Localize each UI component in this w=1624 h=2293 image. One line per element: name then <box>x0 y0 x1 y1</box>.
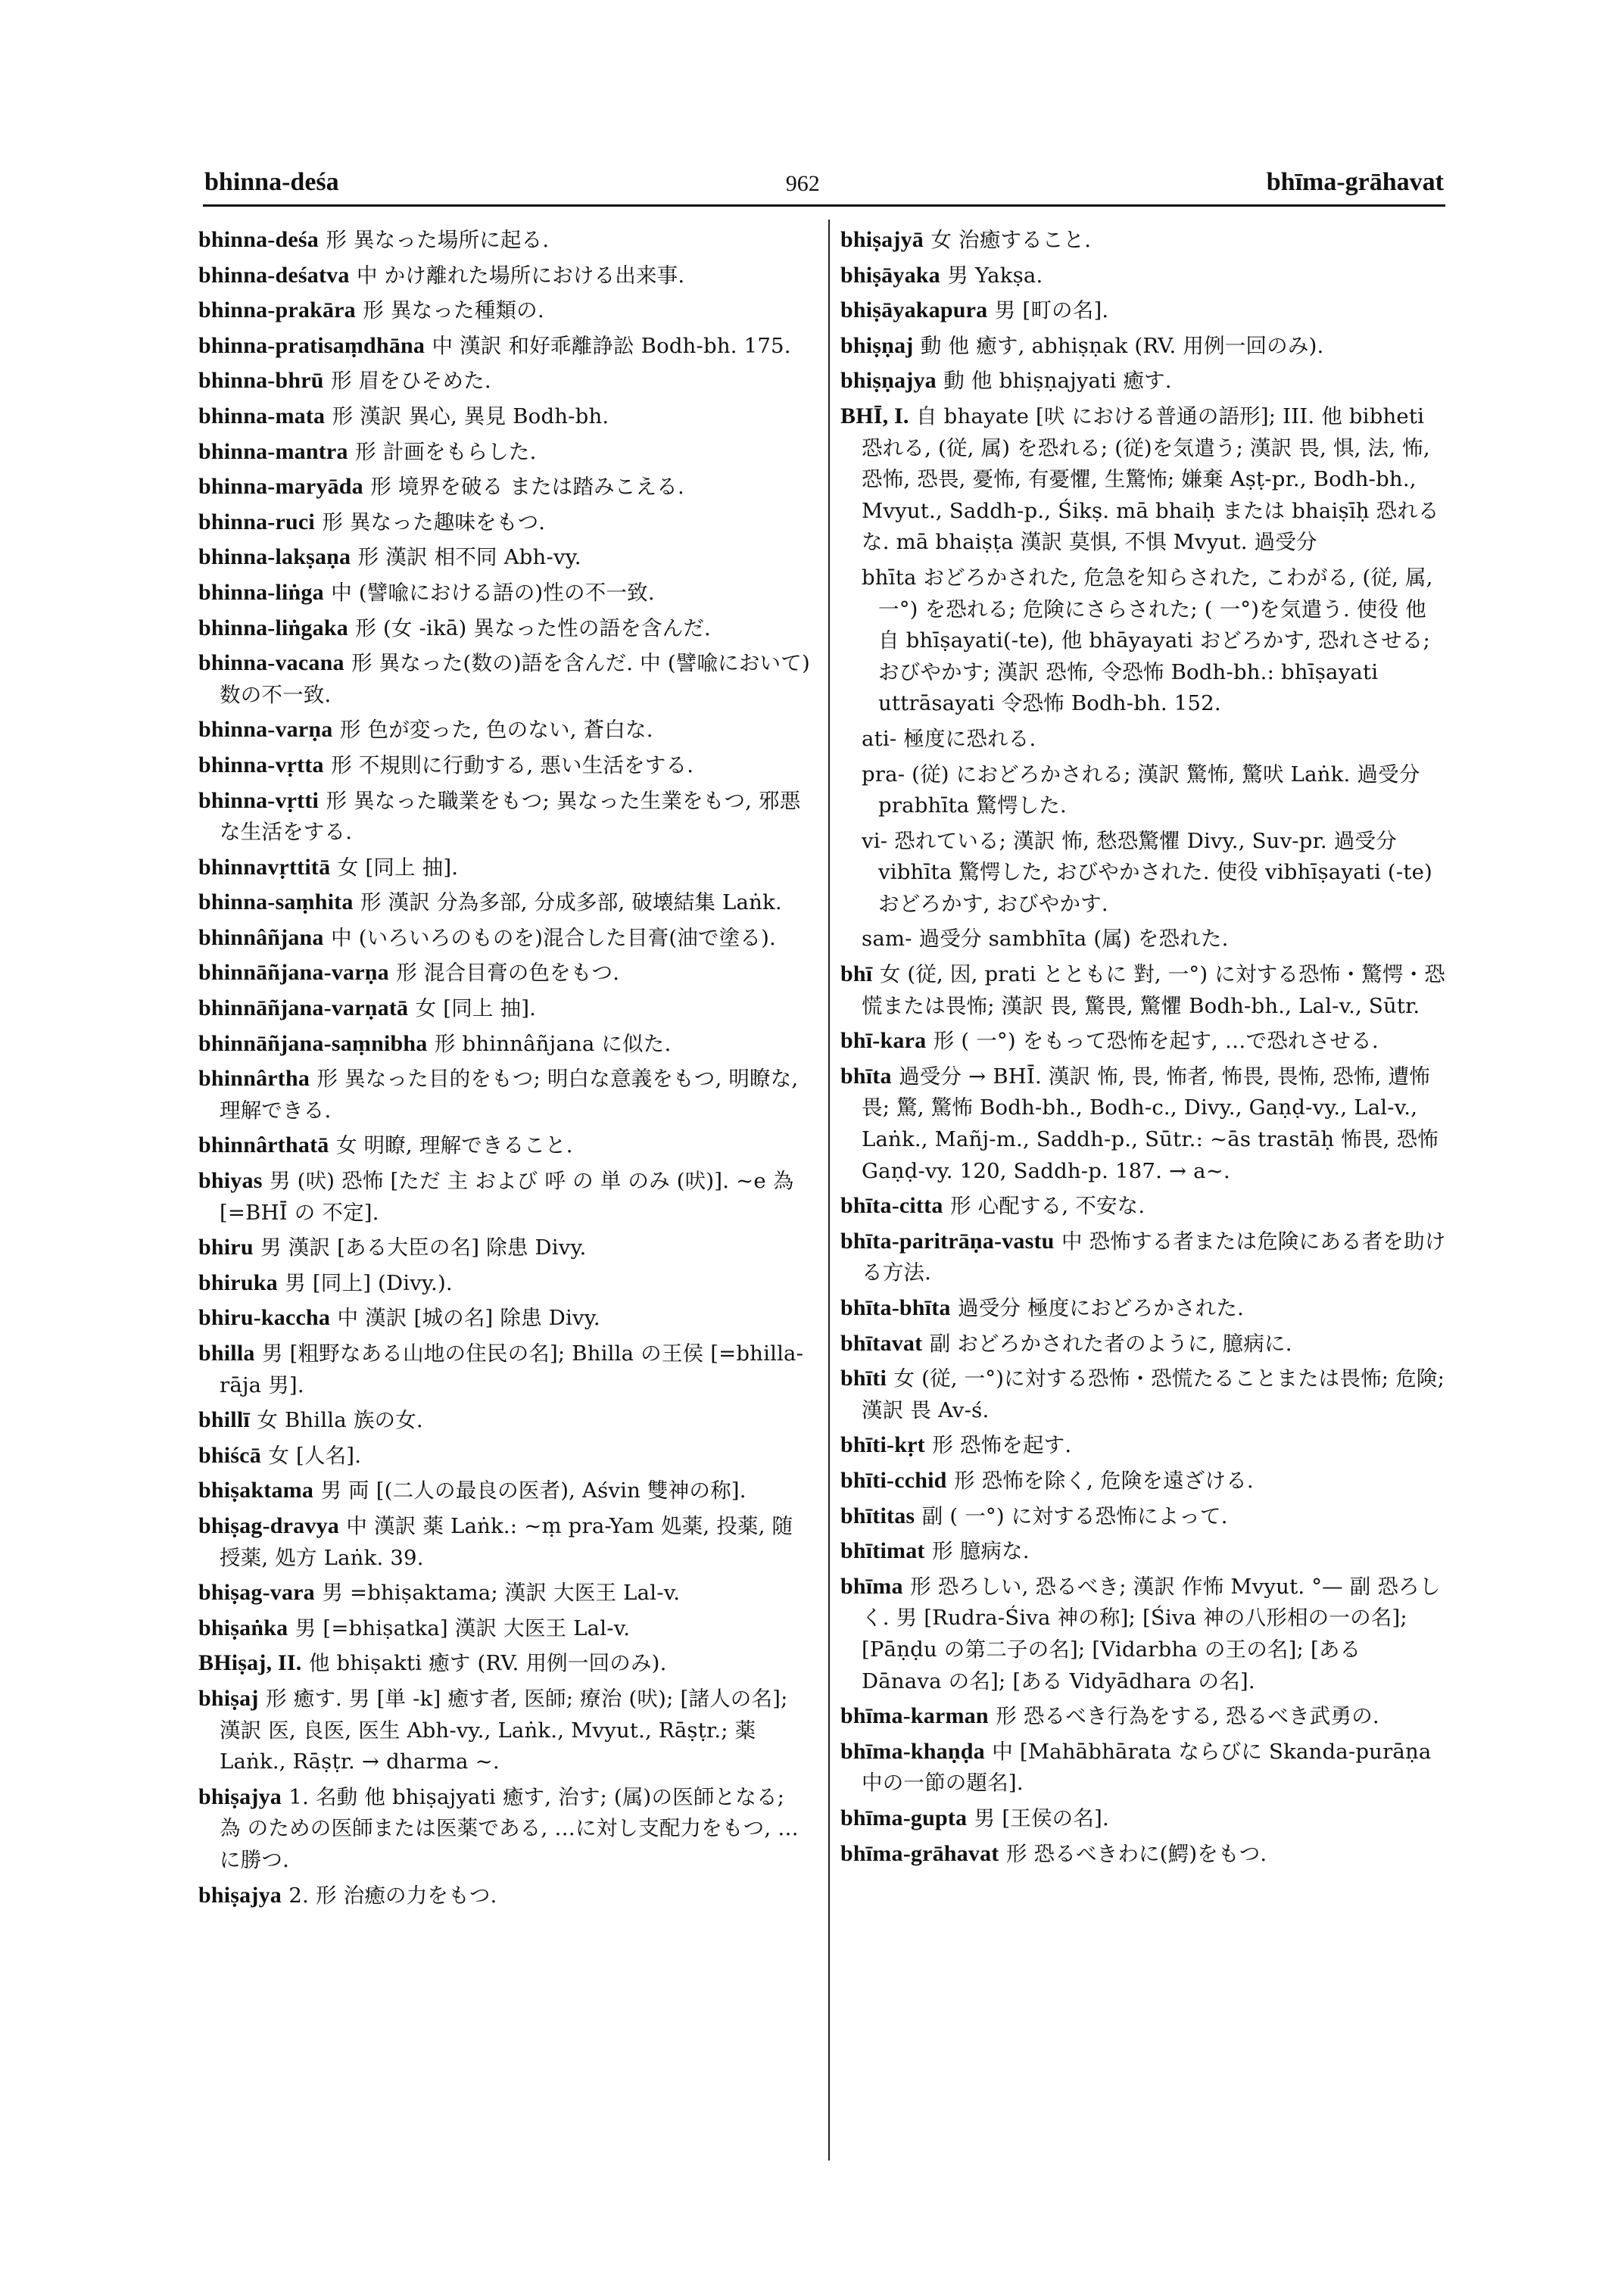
header-rule <box>203 204 1445 207</box>
entry-headword: bhīma-khaṇḍa <box>840 1738 985 1764</box>
entry-headword: bhī-kara <box>840 1028 927 1054</box>
dictionary-entry <box>198 1612 812 1644</box>
dictionary-entry <box>198 1232 812 1263</box>
dictionary-entry <box>198 1302 812 1334</box>
entry-headword: bhīma <box>840 1573 903 1599</box>
entry-headword: bhiṣajya <box>198 1784 282 1809</box>
entry-definition: pra- (従) におどろかされる; 漢訳 驚怖, 驚吠 Laṅk. 過受分 prabhīta 驚愕した. <box>862 762 1420 818</box>
entry-headword: bhinnāñjana-saṃnibha <box>198 1030 428 1056</box>
entry-headword: bhilla <box>198 1341 255 1366</box>
entry-definition: 女 [同上 抽]. <box>415 996 537 1021</box>
entry-headword: bhillī <box>198 1407 250 1433</box>
column-divider <box>828 220 830 2161</box>
dictionary-entry <box>840 1328 1446 1360</box>
entry-headword: bhiṣaṅka <box>198 1615 288 1640</box>
entry-headword: bhinna-ruci <box>198 509 315 534</box>
entry-definition: 形 恐ろしい, 恐るべき; 漢訳 作怖 Mvyut. °— 副 恐ろしく. 男 [Rudra-Śiva 神の称]; [Śiva 神の八形相の一の名]; [Pāṇḍu の第二子の名]; [Vidarbha の王の名]; [ある Dānava の名]; [ある Vidyādhara の名]. <box>862 1574 1441 1693</box>
entry-headword: bhiru-kaccha <box>198 1305 331 1331</box>
entry-headword: bhīma-grāhavat <box>840 1840 999 1866</box>
entry-definition: 形 異なった趣味をもつ. <box>322 509 546 534</box>
dictionary-entry <box>840 400 1446 558</box>
entry-definition: 中 [Mahābhārata ならびに Skanda-purāṇa 中の一節の題名]. <box>862 1739 1432 1796</box>
entry-definition: 中 恐怖する者または危険にある者を助ける方法. <box>862 1229 1446 1285</box>
entry-headword: BHiṣaj, II. <box>198 1650 302 1676</box>
entry-headword: bhiṣṇaj <box>840 332 914 358</box>
entry-definition: vi- 恐れている; 漢訳 怖, 愁恐驚懼 Divy., Suv-pr. 過受分 vibhīta 驚愕した, おびやかされた. 使役 vibhīṣayati (-te) おどろかす, おびやかす. <box>862 828 1432 916</box>
entry-definition: ati- 極度に恐れる. <box>862 726 1036 751</box>
dictionary-entry <box>840 1838 1446 1870</box>
entry-headword: bhītitas <box>840 1503 915 1528</box>
dictionary-entry <box>198 260 812 291</box>
entry-headword: bhītimat <box>840 1538 925 1564</box>
entry-definition: 形 混合目膏の色をもつ. <box>396 961 620 986</box>
dictionary-entry <box>840 1363 1446 1425</box>
dictionary-entry <box>198 1781 812 1876</box>
entry-headword: bhītavat <box>840 1330 923 1356</box>
entry-definition: 形 異なった種類の. <box>363 298 544 323</box>
dictionary-entry <box>198 886 812 918</box>
dictionary-entry <box>198 294 812 326</box>
entry-headword: bhiścā <box>198 1442 261 1468</box>
entry-headword: bhiṣāyakapura <box>840 298 988 323</box>
entry-definition: 形 漢訳 分為多部, 分成多部, 破壊結集 Laṅk. <box>360 890 782 915</box>
entry-headword: bhiṣag-vara <box>198 1580 315 1606</box>
entry-definition: 男 両 [(二人の最良の医者), Aśvin 雙神の称]. <box>320 1478 747 1503</box>
entry-headword: bhīti-cchid <box>840 1467 947 1493</box>
entry-definition: 中 (いろいろのものを)混合した目膏(油で塗る). <box>331 925 776 950</box>
dictionary-entry <box>840 1571 1446 1696</box>
entry-headword: bhinnāñjana-varṇa <box>198 960 389 986</box>
entry-definition: 自 bhayate [吠 における普通の語形]; III. 他 bibheti 恐れる, (従, 属) を恐れる; (従)を気遣う; 漢訳 畏, 惧, 法, 怖, 恐怖, 恐畏, 憂怖, 有憂懼, 生驚怖; 嫌棄 Aṣṭ-pr., Bodh-bh., Mvyut., Saddh-p., Śikṣ. mā bhaiḥ または bhaiṣīḥ 恐れるな. mā bhaiṣṭa 漢訳 莫惧, 不惧 Mvyut. 過受分 <box>862 403 1439 555</box>
entry-definition: 男 [粗野なある山地の住民の名]; Bhilla の王侯 [=bhilla-rāja 男]. <box>220 1341 804 1397</box>
entry-definition: 女 [人名]. <box>268 1443 362 1468</box>
entry-definition: 女 (従, 一°)に対する恐怖・恐慌たることまたは畏怖; 危険; 漢訳 畏 Av-ś. <box>862 1366 1445 1422</box>
entry-definition: 動 他 bhiṣṇajyati 癒す. <box>943 369 1172 394</box>
entry-definition: 形 異なった職業をもつ; 異なった生業をもつ, 邪悪な生活をする. <box>220 788 801 845</box>
dictionary-entry <box>198 852 812 883</box>
entry-definition: 女 治癒すること. <box>930 228 1092 252</box>
entry-definition: 過受分 極度におどろかされた. <box>958 1296 1244 1320</box>
entry-headword: bhinna-vṛtti <box>198 787 320 813</box>
entry-headword: bhiṣaj <box>198 1685 259 1711</box>
left-column <box>198 224 812 2172</box>
dictionary-entry <box>840 1465 1446 1497</box>
dictionary-entry <box>198 1683 812 1777</box>
entry-definition: 副 おどろかされた者のように, 臆病に. <box>929 1331 1292 1356</box>
dictionary-entry <box>198 224 812 256</box>
entry-definition: 男 漢訳 [ある大臣の名] 除患 Divy. <box>260 1235 587 1260</box>
entry-definition: 1. 名動 他 bhiṣajyati 癒す, 治す; (属)の医師となる; 為 のための医師または医薬である, …に対し支配力をもつ, …に勝つ. <box>220 1784 799 1872</box>
entry-headword: bhiṣāyaka <box>840 262 940 288</box>
entry-headword: bhiṣajyā <box>840 227 924 252</box>
entry-definition: 他 bhiṣakti 癒す (RV. 用例一回のみ). <box>308 1651 667 1676</box>
dictionary-entry <box>198 1028 812 1060</box>
entry-headword: bhinna-lakṣaṇa <box>198 544 351 570</box>
dictionary-entry <box>840 330 1446 362</box>
entry-definition: 形 恐怖を除く, 危険を遠ざける. <box>953 1468 1254 1493</box>
dictionary-entry <box>198 471 812 503</box>
entry-definition: 男 [町の名]. <box>994 298 1109 323</box>
entry-definition: 中 (譬喩における語の)性の不一致. <box>331 580 655 605</box>
entry-headword: bhīta-bhīta <box>840 1295 951 1320</box>
dictionary-entry <box>198 1129 812 1161</box>
dictionary-entry <box>198 1267 812 1299</box>
entry-definition: 男 [=bhiṣatka] 漢訳 大医王 Lal-v. <box>295 1615 631 1640</box>
entry-definition: 形 恐るべきわに(鰐)をもつ. <box>1005 1841 1267 1866</box>
entry-definition: 形 計画をもらした. <box>355 439 537 464</box>
subentry <box>840 825 1446 920</box>
dictionary-entry <box>198 1475 812 1506</box>
entry-definition: 形 癒す. 男 [単 -k] 癒す者, 医師; 療治 (吠); [諸人の名]; 漢訳 医, 良医, 医生 Abh-vy., Laṅk., Mvyut., Rāṣṭr.; 薬 Laṅk., Rāṣṭr. → dharma ~. <box>220 1686 788 1774</box>
header-left-headword: bhinna-deśa <box>204 168 339 196</box>
dictionary-entry <box>198 400 812 432</box>
entry-definition: 形 漢訳 異心, 異見 Bodh-bh. <box>332 403 609 428</box>
entry-definition: 中 漢訳 薬 Laṅk.: ~ṃ pra-Yam 処薬, 投薬, 随授薬, 処方 Laṅk. 39. <box>220 1513 793 1570</box>
entry-headword: bhiru <box>198 1235 254 1260</box>
entry-definition: 形 色が変った, 色のない, 蒼白な. <box>339 718 653 743</box>
dictionary-entry <box>198 1880 812 1911</box>
entry-headword: bhinna-maryāda <box>198 474 363 500</box>
entry-definition: 形 異なった目的をもつ; 明白な意義をもつ, 明瞭な, 理解できる. <box>220 1067 799 1123</box>
dictionary-entry <box>198 330 812 362</box>
dictionary-entry <box>198 992 812 1024</box>
entry-headword: bhinnârtha <box>198 1066 310 1092</box>
entry-definition: 中 漢訳 [城の名] 除患 Divy. <box>337 1306 600 1331</box>
entry-headword: bhinnârthatā <box>198 1132 329 1158</box>
entry-definition: 形 異なった場所に起る. <box>326 228 550 252</box>
entry-headword: bhiṣaktama <box>198 1478 314 1503</box>
dictionary-entry <box>198 577 812 609</box>
entry-headword: bhiṣajya <box>198 1882 282 1908</box>
dictionary-entry <box>198 506 812 538</box>
entry-definition: 形 異なった(数の)語を含んだ. 中 (譬喩において)数の不一致. <box>220 651 810 707</box>
entry-headword: bhinna-bhrū <box>198 368 324 394</box>
dictionary-entry <box>840 260 1446 291</box>
dictionary-entry <box>840 224 1446 256</box>
dictionary-entry <box>198 1647 812 1679</box>
dictionary-entry <box>198 612 812 644</box>
entry-headword: bhinna-vacana <box>198 650 344 676</box>
dictionary-entry <box>840 1736 1446 1799</box>
entry-headword: bhīta-citta <box>840 1193 943 1219</box>
dictionary-entry <box>198 749 812 781</box>
header-right-headword: bhīma-grāhavat <box>1266 168 1444 196</box>
entry-definition: 形 恐怖を起す. <box>932 1433 1072 1458</box>
entry-definition: 形 ( 一°) をもって恐怖を起す, …で恐れさせる. <box>933 1029 1379 1054</box>
entry-definition: 形 臆病な. <box>932 1539 1030 1564</box>
entry-headword: bhinnavṛttitā <box>198 854 331 880</box>
entry-headword: bhīma-karman <box>840 1703 989 1729</box>
dictionary-entry <box>840 1429 1446 1461</box>
dictionary-entry <box>198 1338 812 1400</box>
entry-definition: 男 (吠) 恐怖 [ただ 主 および 呼 の 単 のみ (吠)]. ~e 為 [=BHĪ の 不定]. <box>220 1169 794 1225</box>
entry-definition: 女 Bhilla 族の女. <box>257 1408 423 1433</box>
dictionary-entry <box>840 1226 1446 1288</box>
subentry <box>840 562 1446 719</box>
entry-definition: 形 心配する, 不安な. <box>949 1194 1146 1219</box>
dictionary-entry <box>840 1535 1446 1567</box>
dictionary-entry <box>840 1700 1446 1732</box>
entry-definition: 男 Yakṣa. <box>947 263 1043 288</box>
entry-definition: bhīta おどろかされた, 危急を知らされた, こわがる, (従, 属, 一°) を恐れる; 危険にさらされた; ( 一°)を気遣う. 使役 他 自 bhīṣayati(-te), 他 bhāyayati おどろかす, 恐れさせる; おびやかす; 漢訳 恐怖, 令恐怖 Bodh-bh.: bhīṣayati uttrāsayati 令恐怖 Bodh-bh. 152. <box>862 565 1433 716</box>
subentry <box>840 759 1446 821</box>
entry-headword: bhinna-liṅga <box>198 579 324 605</box>
entry-headword: bhinna-varṇa <box>198 717 333 743</box>
dictionary-entry <box>198 365 812 397</box>
dictionary-entry <box>198 1404 812 1436</box>
dictionary-entry <box>198 922 812 954</box>
dictionary-entry <box>840 958 1446 1021</box>
dictionary-entry <box>198 1063 812 1126</box>
running-header <box>204 151 1444 197</box>
subentry <box>840 923 1446 955</box>
entry-definition: 形 境界を破る または踏みこえる. <box>370 475 684 500</box>
entry-headword: bhinna-saṃhita <box>198 889 354 915</box>
entry-headword: bhīti-kṛt <box>840 1432 925 1458</box>
entry-definition: 形 bhinnâñjana に似た. <box>434 1031 672 1056</box>
entry-headword: bhīta <box>840 1063 892 1089</box>
entry-headword: bhinna-pratisaṃdhāna <box>198 332 425 358</box>
dictionary-entry <box>840 365 1446 397</box>
entry-definition: 形 不規則に行動する, 悪い生活をする. <box>331 752 694 777</box>
dictionary-entry <box>198 1165 812 1228</box>
entry-definition: 男 =bhiṣaktama; 漢訳 大医王 Lal-v. <box>322 1581 681 1606</box>
entry-headword: BHĪ, I. <box>840 403 909 428</box>
dictionary-entry <box>198 1577 812 1609</box>
dictionary-entry <box>198 1510 812 1573</box>
subentry <box>840 723 1446 755</box>
entry-headword: bhinna-liṅgaka <box>198 615 348 640</box>
entry-headword: bhiyas <box>198 1168 263 1194</box>
entry-headword: bhiruka <box>198 1270 278 1295</box>
entry-headword: bhiṣṇajya <box>840 368 937 394</box>
entry-headword: bhinnāñjana-varṇatā <box>198 995 409 1021</box>
entry-definition: 形 漢訳 相不同 Abh-vy. <box>357 545 581 570</box>
entry-headword: bhinna-vṛtta <box>198 752 324 777</box>
entry-definition: 2. 形 治癒の力をもつ. <box>288 1883 497 1908</box>
entry-headword: bhinna-deśatva <box>198 262 350 288</box>
dictionary-entry <box>840 1190 1446 1222</box>
entry-headword: bhīta-paritrāṇa-vastu <box>840 1228 1055 1254</box>
dictionary-entry <box>840 1025 1446 1057</box>
dictionary-entry <box>198 541 812 573</box>
entry-headword: bhī <box>840 961 873 987</box>
entry-headword: bhīma-gupta <box>840 1805 968 1830</box>
page-number: 962 <box>785 171 820 196</box>
dictionary-entry <box>840 1802 1446 1834</box>
dictionary-entry <box>840 1292 1446 1324</box>
entry-definition: 女 [同上 抽]. <box>337 855 459 880</box>
dictionary-entry <box>198 647 812 710</box>
entry-definition: 形 眉をひそめた. <box>331 369 491 394</box>
entry-definition: 形 恐るべき行為をする, 恐るべき武勇の. <box>996 1704 1379 1729</box>
entry-headword: bhinna-mantra <box>198 438 348 464</box>
dictionary-entry <box>198 785 812 848</box>
dictionary-entry <box>840 1500 1446 1532</box>
right-column <box>840 224 1446 2172</box>
entry-headword: bhīti <box>840 1366 887 1391</box>
entry-headword: bhiṣag-dravya <box>198 1513 339 1538</box>
entry-definition: 副 ( 一°) に対する恐怖によって. <box>921 1503 1228 1528</box>
entry-headword: bhinnâñjana <box>198 924 324 950</box>
entry-definition: 中 漢訳 和好乖離諍訟 Bodh-bh. 175. <box>432 333 791 358</box>
entry-headword: bhinna-prakāra <box>198 298 356 323</box>
entry-definition: 中 かけ離れた場所における出来事. <box>356 263 685 288</box>
entry-definition: 女 明瞭, 理解できること. <box>335 1133 573 1158</box>
dictionary-entry <box>198 1440 812 1472</box>
entry-definition: 女 (従, 因, prati とともに 對, 一°) に対する恐怖・驚愕・恐慌または畏怖; 漢訳 畏, 驚畏, 驚懼 Bodh-bh., Lal-v., Sūtr. <box>862 962 1445 1018</box>
entry-definition: 形 (女 -ikā) 異なった性の語を含んだ. <box>355 615 711 640</box>
entry-definition: 過受分 → BHĪ. 漢訳 怖, 畏, 怖者, 怖畏, 畏怖, 恐怖, 遭怖畏; 驚, 驚怖 Bodh-bh., Bodh-c., Divy., Gaṇḍ-vy., Lal-v., Laṅk., Mañj-m., Saddh-p., Sūtr.: ~ās trastāḥ 怖畏, 恐怖 Gaṇḍ-vy. 120, Saddh-p. 187. → a~. <box>862 1064 1439 1183</box>
dictionary-entry <box>840 294 1446 326</box>
dictionary-entry <box>198 957 812 989</box>
entry-headword: bhinna-mata <box>198 403 326 428</box>
entry-headword: bhinna-deśa <box>198 227 319 252</box>
dictionary-entry <box>198 436 812 468</box>
entry-definition: 男 [同上] (Divy.). <box>285 1270 453 1295</box>
dictionary-entry <box>840 1061 1446 1186</box>
dictionary-entry <box>198 714 812 746</box>
entry-definition: sam- 過受分 sambhīta (属) を恐れた. <box>862 927 1229 952</box>
entry-definition: 動 他 癒す, abhiṣṇak (RV. 用例一回のみ). <box>920 333 1324 358</box>
entry-definition: 男 [王侯の名]. <box>974 1805 1109 1830</box>
